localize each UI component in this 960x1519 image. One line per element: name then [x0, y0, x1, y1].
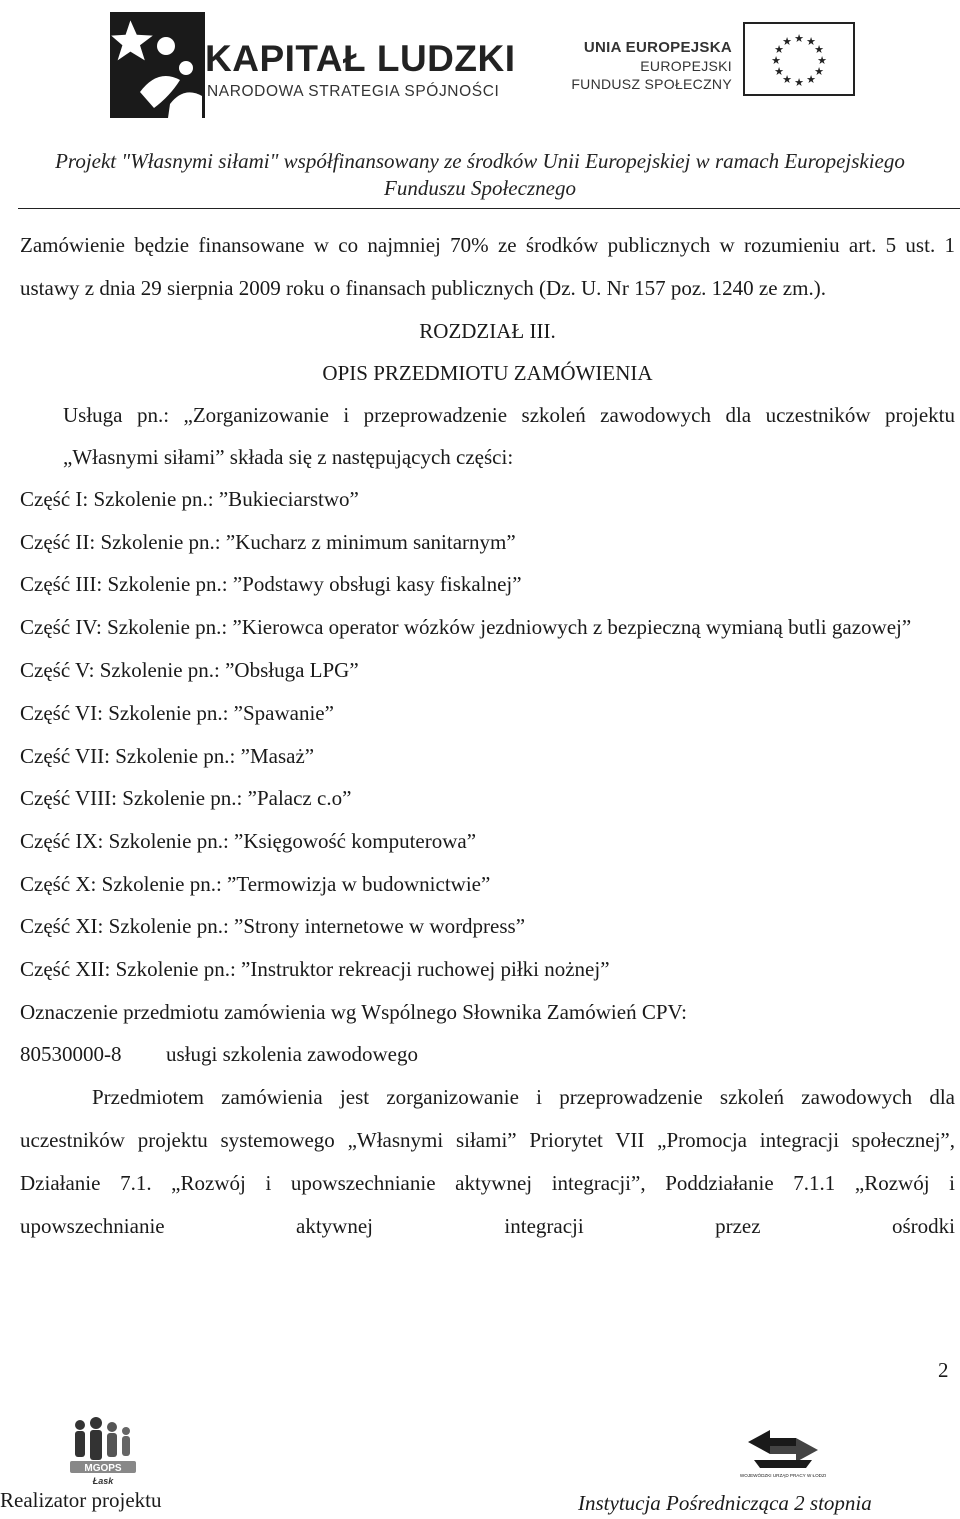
kapital-ludzki-title: KAPITAŁ LUDZKI	[205, 38, 516, 79]
project-cofinancing-line	[0, 148, 960, 202]
svg-text:★: ★	[806, 73, 816, 86]
svg-text:★: ★	[782, 35, 792, 48]
part-item: Część XII: Szkolenie pn.: ”Instruktor rekreacji ruchowej piłki nożnej”	[20, 957, 610, 982]
wup-logo	[740, 1424, 826, 1490]
part-item: Część III: Szkolenie pn.: ”Podstawy obsługi kasy fiskalnej”	[20, 572, 522, 597]
kapital-ludzki-logo	[110, 12, 220, 118]
ue-line-3: FUNDUSZ SPOŁECZNY	[571, 76, 732, 92]
svg-text:★: ★	[814, 65, 824, 78]
kapital-ludzki-subtitle: NARODOWA STRATEGIA SPÓJNOŚCI	[207, 83, 500, 100]
svg-text:★: ★	[771, 54, 781, 67]
mgops-logo	[68, 1415, 138, 1487]
mgops-place: Łask	[92, 1476, 114, 1486]
part-item: Część VI: Szkolenie pn.: ”Spawanie”	[20, 700, 334, 725]
footer-right-label: Instytucja Pośrednicząca 2 stopnia	[578, 1491, 872, 1515]
chapter-heading: ROZDZIAŁ III.	[419, 319, 556, 343]
part-item: Część II: Szkolenie pn.: ”Kucharz z minimum sanitarnym”	[20, 529, 516, 554]
eu-flag-icon	[743, 22, 855, 96]
part-item: Część XI: Szkolenie pn.: ”Strony internetowe w wordpress”	[20, 914, 526, 939]
svg-text:★: ★	[794, 32, 804, 45]
wup-text: WOJEWÓDZKI URZĄD PRACY W ŁODZI	[740, 1473, 826, 1478]
part-item: Część VII: Szkolenie pn.: ”Masaż”	[20, 743, 315, 768]
service-intro: Usługa pn.: „Zorganizowanie i przeprowadzenie szkoleń zawodowych dla uczestników projektu „Własnymi siłami” składa się z następujących części:	[63, 403, 955, 469]
svg-text:★: ★	[774, 65, 784, 78]
footer-left-label: Realizator projektu	[0, 1488, 162, 1512]
part-item: Część V: Szkolenie pn.: ”Obsługa LPG”	[20, 658, 359, 683]
cpv-code: 80530000-8	[20, 1042, 122, 1067]
project-line-2: Funduszu Społecznego	[384, 176, 576, 200]
ue-fund-text	[560, 38, 732, 93]
svg-text:★: ★	[782, 73, 792, 86]
part-item: Część I: Szkolenie pn.: ”Bukieciarstwo”	[20, 487, 359, 511]
svg-text:★: ★	[817, 54, 827, 67]
intro-paragraph: Zamówienie będzie finansowane w co najmniej 70% ze środków publicznych w rozumieniu art. 5 ust. 1 ustawy z dnia 29 sierpnia 2009 roku o finansach publicznych (Dz. U. Nr 157 poz. 1240 ze zm.).	[20, 233, 955, 300]
svg-text:★: ★	[806, 35, 816, 48]
document-body	[20, 224, 955, 1248]
part-item: Część IX: Szkolenie pn.: ”Księgowość komputerowa”	[20, 828, 477, 853]
chapter-title: OPIS PRZEDMIOTU ZAMÓWIENIA	[322, 361, 653, 385]
cpv-label: Oznaczenie przedmiotu zamówienia wg Wspólnego Słownika Zamówień CPV:	[20, 999, 687, 1024]
header-divider	[18, 208, 960, 209]
cpv-description: usługi szkolenia zawodowego	[166, 1042, 418, 1067]
svg-text:★: ★	[794, 76, 804, 89]
mgops-text: MGOPS	[84, 1463, 122, 1474]
svg-text:★: ★	[814, 43, 824, 56]
project-line-1: Projekt "Własnymi siłami" współfinansowany ze środków Unii Europejskiej w ramach Europejskiego	[55, 149, 905, 173]
part-item: Część X: Szkolenie pn.: ”Termowizja w budownictwie”	[20, 871, 491, 896]
cpv-row	[20, 1033, 955, 1076]
ue-line-2: EUROPEJSKI	[640, 58, 732, 74]
svg-text:★: ★	[774, 43, 784, 56]
part-item: Część IV: Szkolenie pn.: ”Kierowca operator wózków jezdniowych z bezpieczną wymianą butli gazowej”	[20, 615, 912, 640]
page-number: 2	[938, 1358, 949, 1382]
part-item: Część VIII: Szkolenie pn.: ”Palacz c.o”	[20, 786, 352, 811]
ue-line-1: UNIA EUROPEJSKA	[583, 39, 732, 56]
subject-paragraph: Przedmiotem zamówienia jest zorganizowanie i przeprowadzenie szkoleń zawodowych dla uczestników projektu systemowego „Własnymi siłami” Priorytet VII „Promocja integracji społecznej”, Działanie 7.1. „Rozwój i upowszechnianie aktywnej integracji”, Poddziałanie 7.1.1 „Rozwój i upowszechnianie aktywnej integracji przez ośrodki	[20, 1085, 955, 1239]
